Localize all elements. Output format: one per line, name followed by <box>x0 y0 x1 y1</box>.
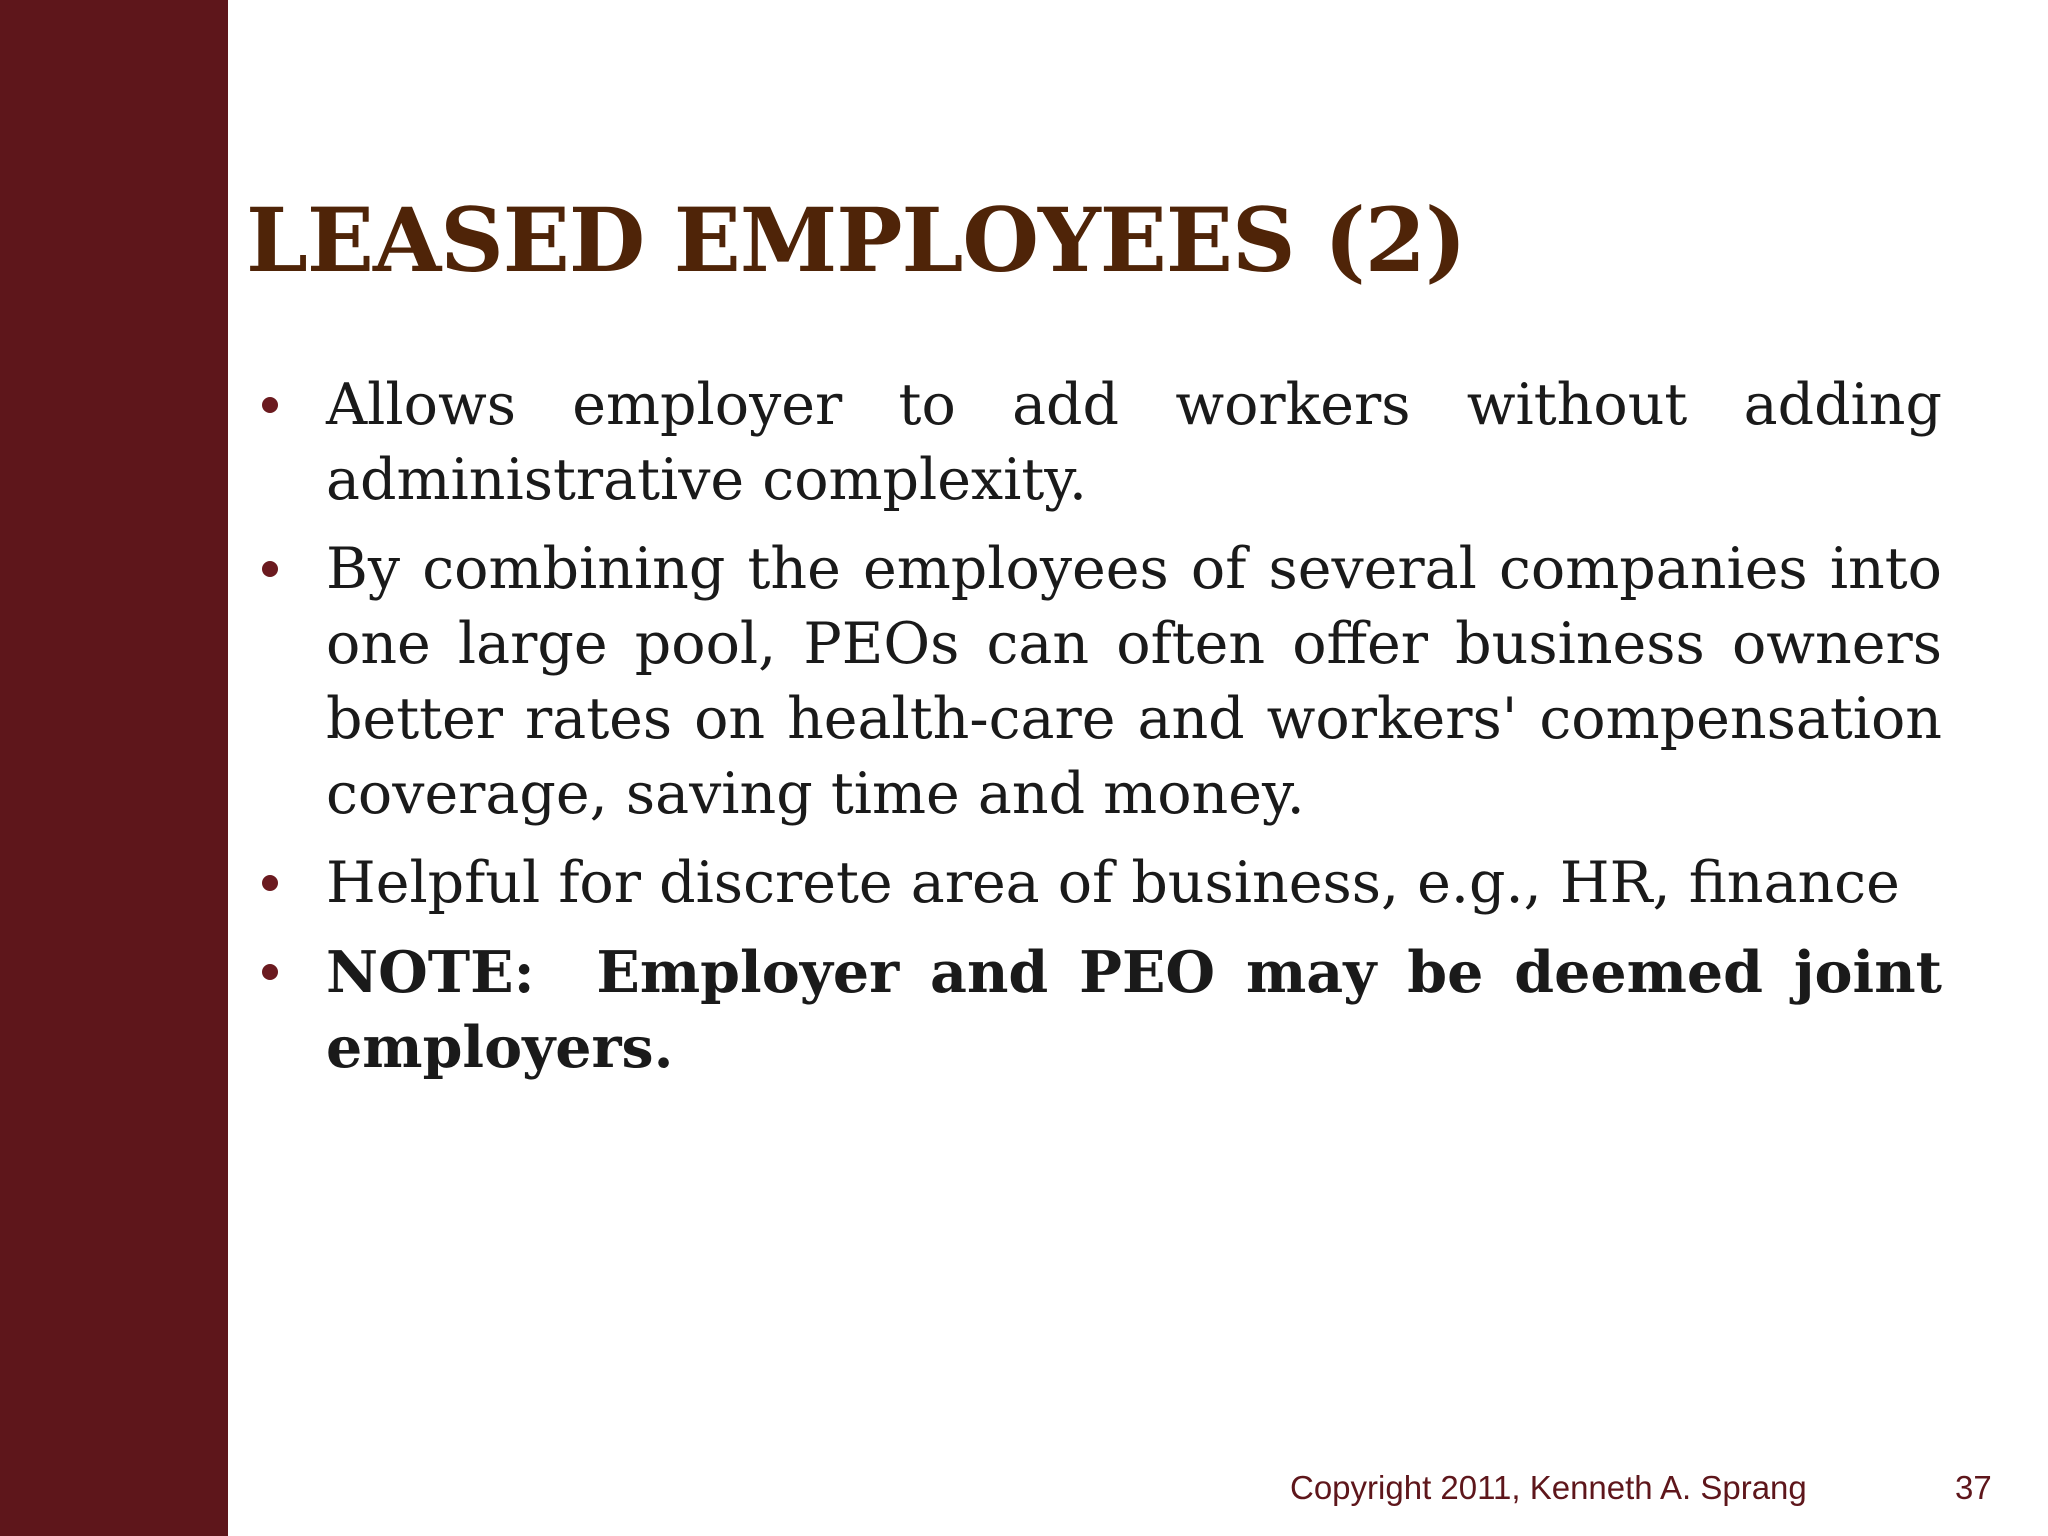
bullet-dot-icon <box>262 875 278 891</box>
page-number: 37 <box>1955 1469 1992 1506</box>
bullet-text: By combining the employees of several companies into one large pool, PEOs can often offer business owners better rates on health-care and workers' compensation coverage, saving time and money. <box>326 536 1942 827</box>
bullet-dot-icon <box>262 561 278 577</box>
bullet-text: Helpful for discrete area of business, e.g., HR, finance <box>326 850 1900 916</box>
bullet-item-note <box>262 935 1962 1085</box>
side-bar <box>0 0 228 1536</box>
bullet-list <box>262 368 1962 1099</box>
bullet-dot-icon <box>262 964 278 980</box>
bullet-item <box>262 846 1942 921</box>
bullet-text: NOTE: Employer and PEO may be deemed joint employers. <box>326 939 1962 1081</box>
slide-title: LEASED EMPLOYEES (2) <box>246 188 1466 292</box>
bullet-text: Allows employer to add workers without adding administrative complexity. <box>326 372 1942 513</box>
footer-copyright: Copyright 2011, Kenneth A. Sprang <box>1290 1469 1807 1506</box>
bullet-item <box>262 368 1942 518</box>
bullet-dot-icon <box>262 397 278 413</box>
bullet-item <box>262 532 1942 832</box>
